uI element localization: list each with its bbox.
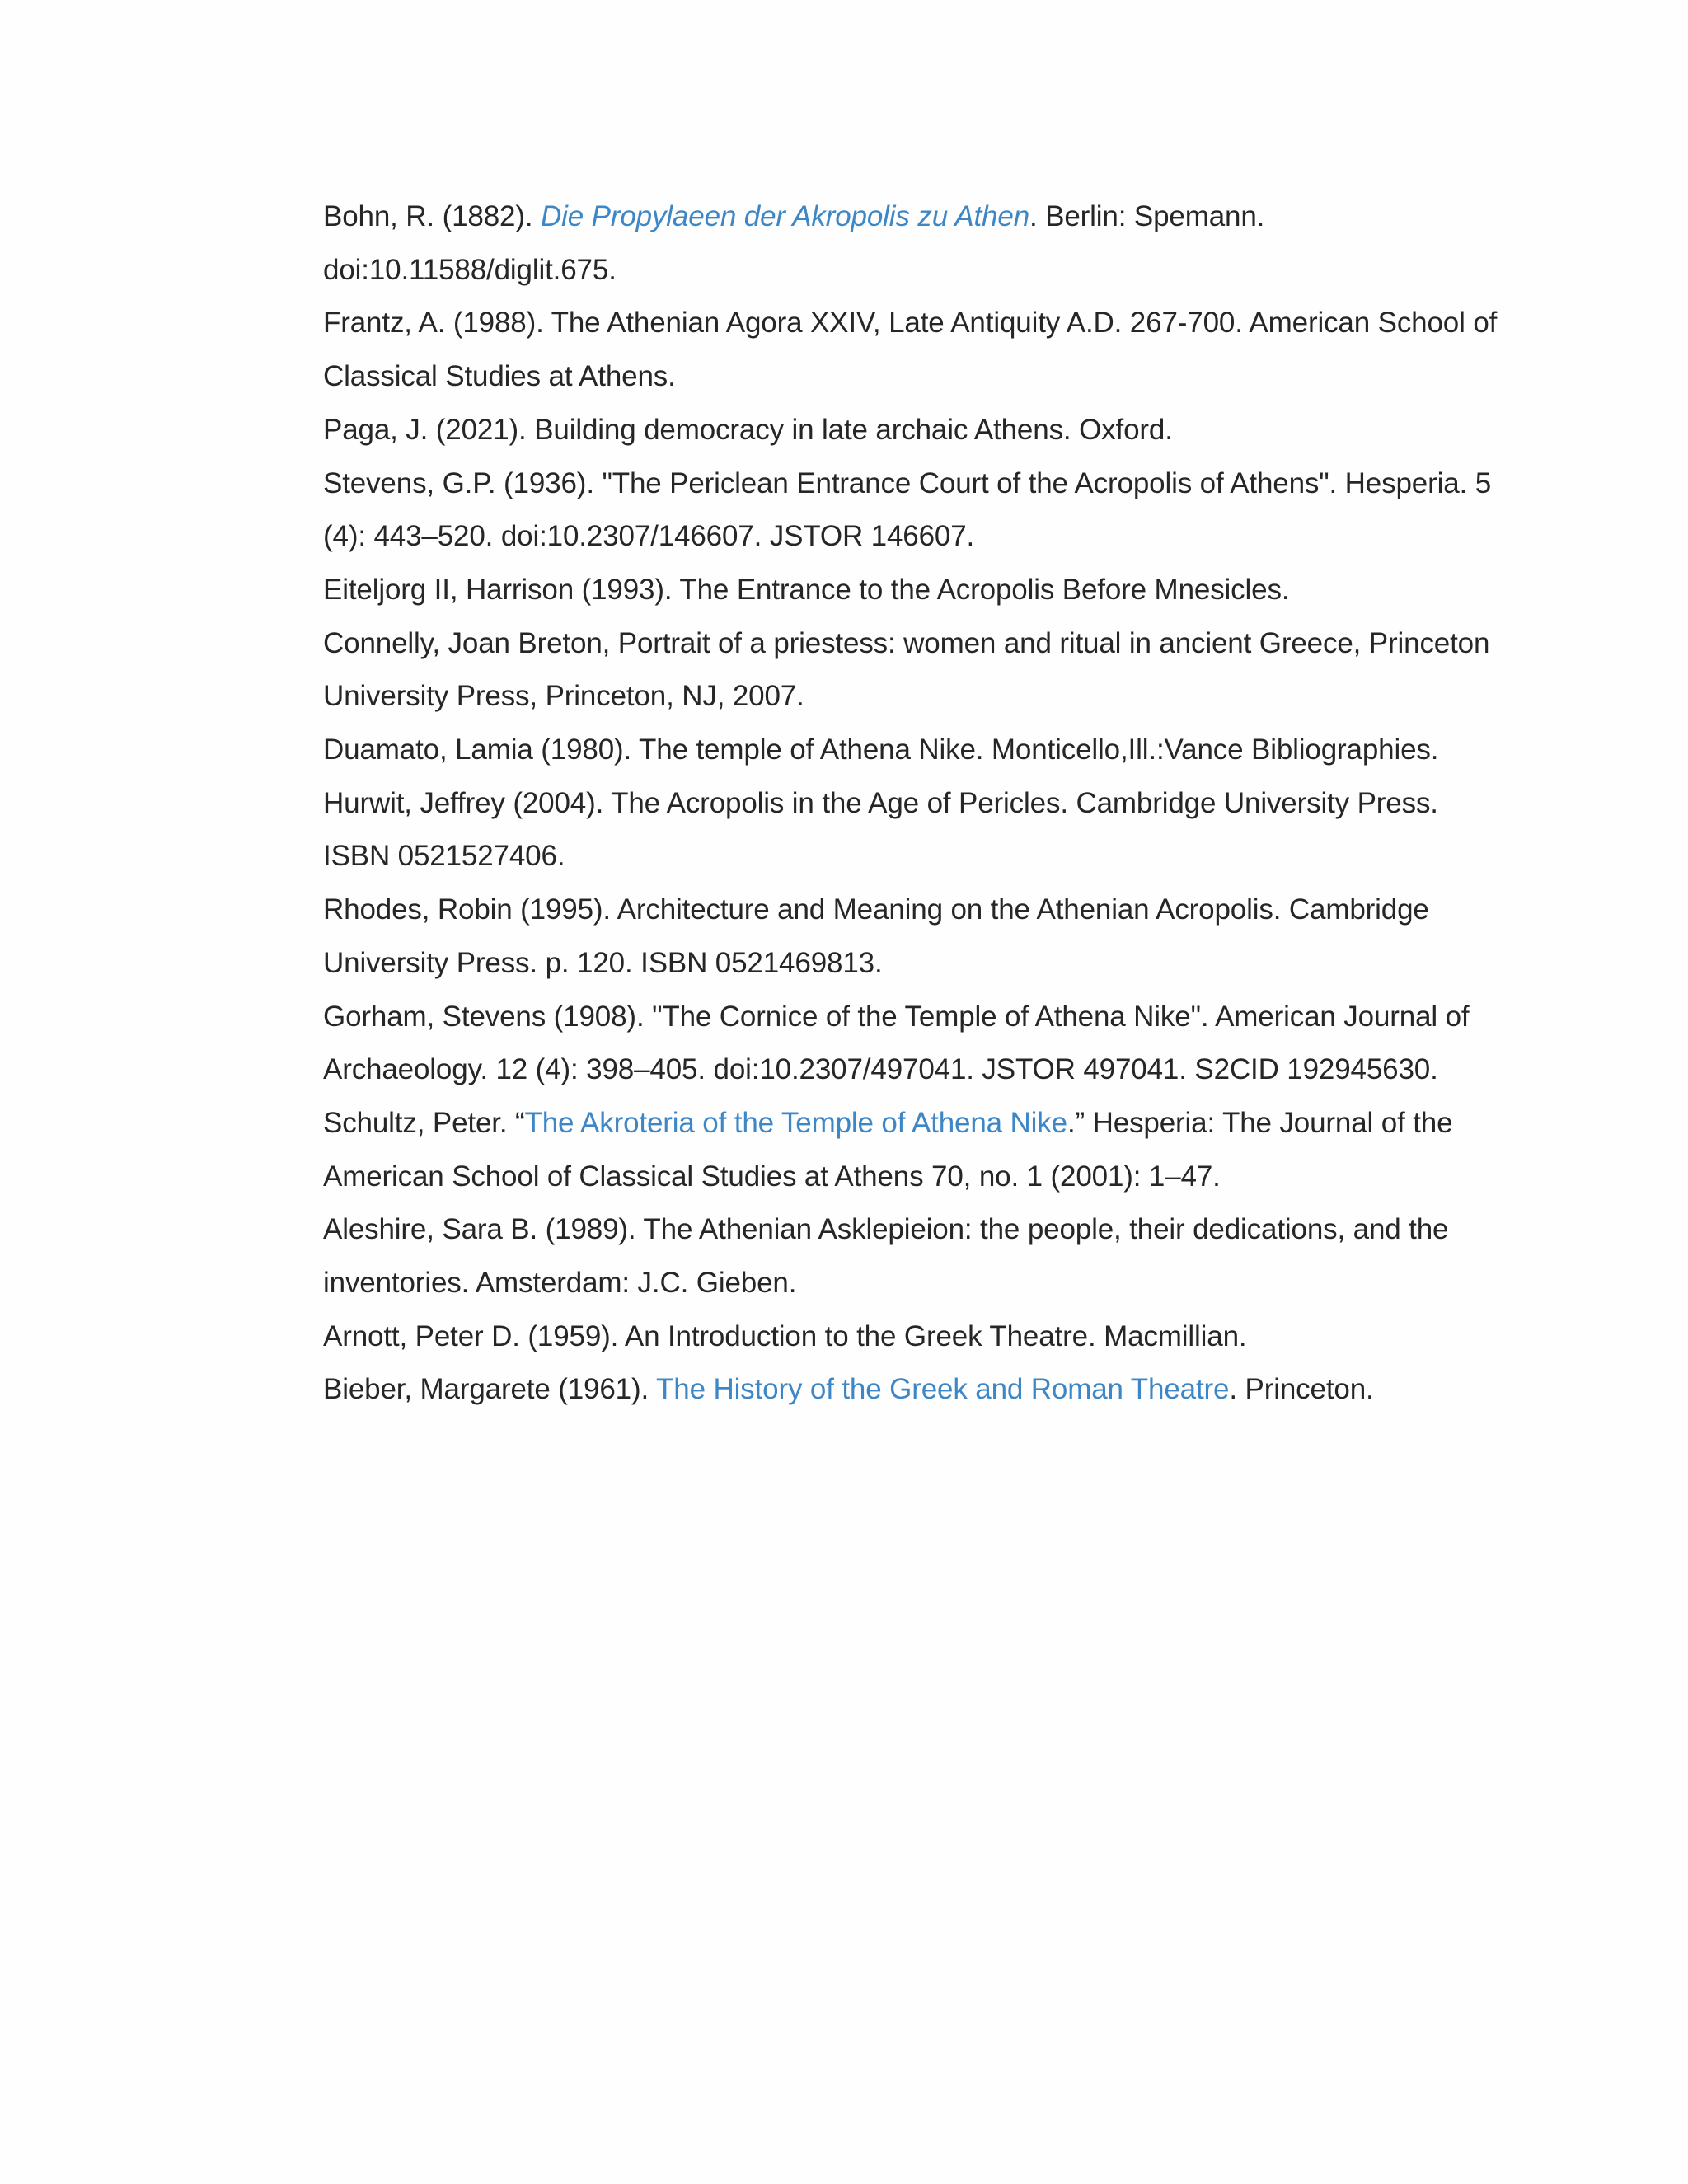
reference-link-propylaeen[interactable]: Die Propylaeen der Akropolis zu Athen [540, 200, 1030, 232]
reference-duamato: Duamato, Lamia (1980). The temple of Athena Nike. Monticello,Ill.:Vance Bibliographies. [323, 733, 1439, 766]
reference-bieber [323, 1363, 1510, 1417]
reference-aleshire: Aleshire, Sara B. (1989). The Athenian Asklepieion: the people, their dedications, and the inventories. Amsterdam: J.C. Gieben. [323, 1213, 1449, 1300]
reference-rhodes: Rhodes, Robin (1995). Architecture and Meaning on the Athenian Acropolis. Cambridge University Press. p. 120. ISBN 0521469813. [323, 893, 1429, 979]
reference-link-akroteria[interactable]: The Akroteria of the Temple of Athena Nike [524, 1106, 1067, 1139]
reference-eiteljorg: Eiteljorg II, Harrison (1993). The Entrance to the Acropolis Before Mnesicles. [323, 573, 1290, 606]
reference-stevens-1936: Stevens, G.P. (1936). "The Periclean Entrance Court of the Acropolis of Athens". Hesperia. 5 (4): 443–520. doi:10.2307/146607. JSTOR 146607. [323, 466, 1492, 553]
reference-suffix: . Berlin: Spemann. doi:10.11588/diglit.675. [323, 200, 1265, 286]
reference-gorham: Gorham, Stevens (1908). "The Cornice of the Temple of Athena Nike". American Journal of Archaeology. 12 (4): 398–405. doi:10.2307/497041. JSTOR 497041. S2CID 192945630. [323, 1000, 1470, 1086]
reference-list [323, 190, 1510, 1417]
reference-hurwit: Hurwit, Jeffrey (2004). The Acropolis in the Age of Pericles. Cambridge University Press. ISBN 0521527406. [323, 786, 1438, 873]
reference-paga: Paga, J. (2021). Building democracy in late archaic Athens. Oxford. [323, 413, 1173, 446]
reference-bohn [323, 190, 1510, 297]
reference-schultz [323, 1097, 1510, 1203]
reference-frantz: Frantz, A. (1988). The Athenian Agora XXIV, Late Antiquity A.D. 267-700. American School of Classical Studies at Athens. [323, 307, 1498, 393]
reference-link-greek-roman-theatre[interactable]: The History of the Greek and Roman Theatre [656, 1373, 1230, 1406]
reference-arnott: Arnott, Peter D. (1959). An Introduction to the Greek Theatre. Macmillian. [323, 1319, 1247, 1352]
reference-prefix: Bieber, Margarete (1961). [323, 1373, 657, 1406]
reference-suffix: .” Hesperia: The Journal of the American School of Classical Studies at Athens 70, no. 1 (2001): 1–47. [323, 1106, 1453, 1193]
reference-prefix: Bohn, R. (1882). [323, 200, 541, 232]
reference-suffix: . Princeton. [1229, 1373, 1374, 1406]
reference-connelly: Connelly, Joan Breton, Portrait of a priestess: women and ritual in ancient Greece, Princeton University Press, Princeton, NJ, 2007. [323, 626, 1490, 713]
reference-prefix: Schultz, Peter. “ [323, 1106, 525, 1139]
